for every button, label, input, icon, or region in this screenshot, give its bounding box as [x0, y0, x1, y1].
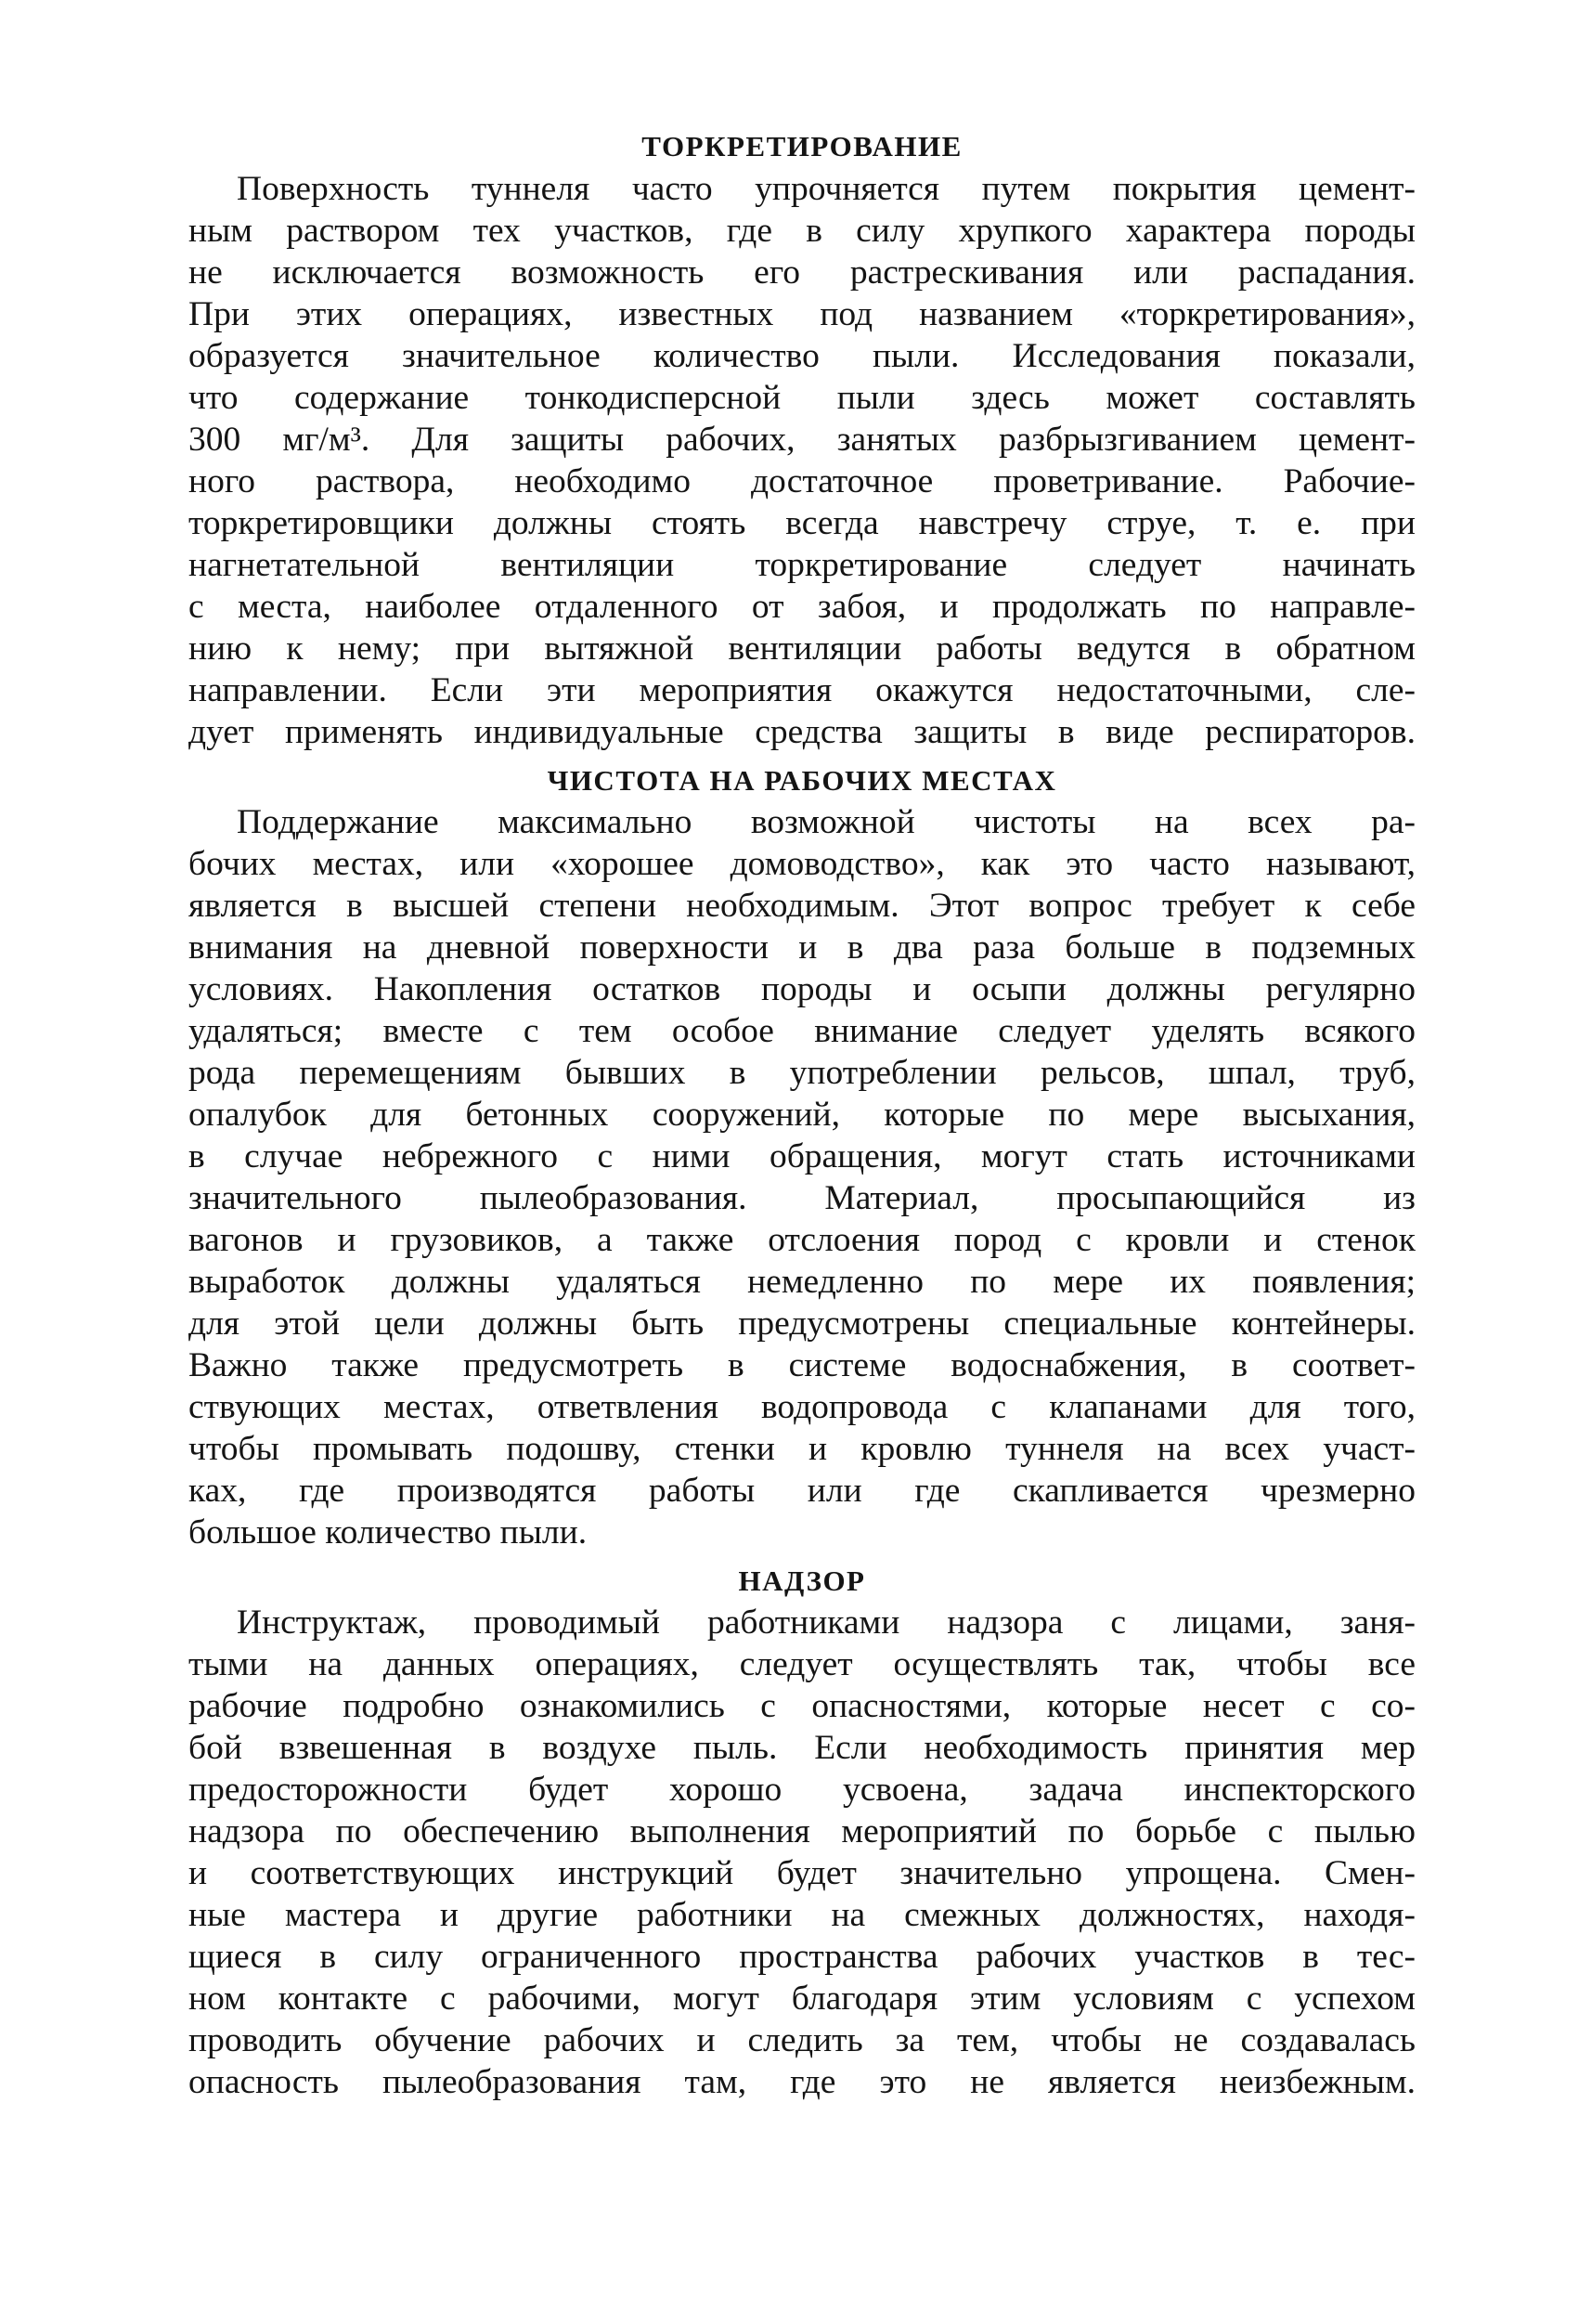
text-line: тыми на данных операциях, следует осуществлять так, чтобы все — [188, 1645, 1416, 1683]
text-line: щиеся в силу ограниченного пространства рабочих участков в тес- — [188, 1938, 1416, 1976]
text-line: образуется значительное количество пыли. Исследования показали, — [188, 337, 1416, 375]
text-line: При этих операциях, известных под названием «торкретирования», — [188, 295, 1416, 333]
text-line: ках, где производятся работы или где скапливается чрезмерно — [188, 1472, 1416, 1510]
text-line: с места, наиболее отдаленного от забоя, и продолжать по направле- — [188, 588, 1416, 626]
text-line: 300 мг/м³. Для защиты рабочих, занятых разбрызгиванием цемент- — [188, 421, 1416, 459]
document-page — [188, 128, 1416, 2103]
paragraph-shotcreting — [188, 168, 1416, 753]
text-line: опасность пылеобразования там, где это не является неизбежным. — [188, 2063, 1416, 2101]
text-line: проводить обучение рабочих и следить за тем, чтобы не создавалась — [188, 2021, 1416, 2059]
text-line: Поддержание максимально возможной чистоты на всех ра- — [237, 803, 1416, 841]
text-line: нагнетательной вентиляции торкретирование следует начинать — [188, 546, 1416, 584]
text-line: рода перемещениям бывших в употреблении рельсов, шпал, труб, — [188, 1054, 1416, 1092]
text-line: является в высшей степени необходимым. Этот вопрос требует к себе — [188, 887, 1416, 925]
text-line: Поверхность туннеля часто упрочняется путем покрытия цемент- — [237, 170, 1416, 208]
text-line: направлении. Если эти мероприятия окажутся недостаточными, сле- — [188, 671, 1416, 709]
text-line: выработок должны удаляться немедленно по мере их появления; — [188, 1263, 1416, 1301]
text-line: большое количество пыли. — [188, 1513, 588, 1551]
text-line: что содержание тонкодисперсной пыли здесь может составлять — [188, 379, 1416, 417]
text-line: опалубок для бетонных сооружений, которые по мере высыхания, — [188, 1096, 1416, 1134]
text-line: торкретировщики должны стоять всегда навстречу струе, т. е. при — [188, 504, 1416, 542]
paragraph-workplace-cleanliness — [188, 801, 1416, 1553]
text-line: и соответствующих инструкций будет значительно упрощена. Смен- — [188, 1854, 1416, 1892]
text-line: в случае небрежного с ними обращения, могут стать источниками — [188, 1137, 1416, 1175]
text-line: рабочие подробно ознакомились с опасностями, которые несет с со- — [188, 1687, 1416, 1725]
text-line: значительного пылеобразования. Материал, просыпающийся из — [188, 1179, 1416, 1217]
text-line: ном контакте с рабочими, могут благодаря этим условиям с успехом — [188, 1980, 1416, 2018]
text-line: удаляться; вместе с тем особое внимание следует уделять всякого — [188, 1012, 1416, 1050]
paragraph-supervision — [188, 1602, 1416, 2103]
text-line: бочих местах, или «хорошее домоводство», как это часто называют, — [188, 845, 1416, 883]
text-line: Важно также предусмотреть в системе водоснабжения, в соответ- — [188, 1346, 1416, 1384]
text-line: ного раствора, необходимо достаточное проветривание. Рабочие- — [188, 462, 1416, 500]
text-line: для этой цели должны быть предусмотрены специальные контейнеры. — [188, 1305, 1416, 1343]
text-line: ные мастера и другие работники на смежных должностях, находя- — [188, 1896, 1416, 1934]
text-line: дует применять индивидуальные средства защиты в виде респираторов. — [188, 713, 1416, 751]
text-line: не исключается возможность его растрескивания или распадания. — [188, 253, 1416, 292]
text-line: условиях. Накопления остатков породы и осыпи должны регулярно — [188, 970, 1416, 1008]
text-line: нию к нему; при вытяжной вентиляции работы ведутся в обратном — [188, 630, 1416, 668]
text-line: надзора по обеспечению выполнения мероприятий по борьбе с пылью — [188, 1812, 1416, 1850]
text-line: чтобы промывать подошву, стенки и кровлю туннеля на всех участ- — [188, 1430, 1416, 1468]
text-line: Инструктаж, проводимый работниками надзора с лицами, заня- — [237, 1603, 1416, 1642]
text-line: ным раствором тех участков, где в силу хрупкого характера породы — [188, 212, 1416, 250]
text-line: предосторожности будет хорошо усвоена, задача инспекторского — [188, 1771, 1416, 1809]
text-line: вагонов и грузовиков, а также отслоения пород с кровли и стенок — [188, 1221, 1416, 1259]
text-line: ствующих местах, ответвления водопровода с клапанами для того, — [188, 1388, 1416, 1426]
text-line: внимания на дневной поверхности и в два раза больше в подземных — [188, 928, 1416, 967]
text-line: бой взвешенная в воздухе пыль. Если необходимость принятия мер — [188, 1729, 1416, 1767]
section-heading-shotcreting: ТОРКРЕТИРОВАНИЕ — [641, 130, 963, 162]
section-heading-workplace-cleanliness: ЧИСТОТА НА РАБОЧИХ МЕСТАХ — [547, 764, 1057, 797]
section-heading-supervision: НАДЗОР — [738, 1564, 866, 1597]
